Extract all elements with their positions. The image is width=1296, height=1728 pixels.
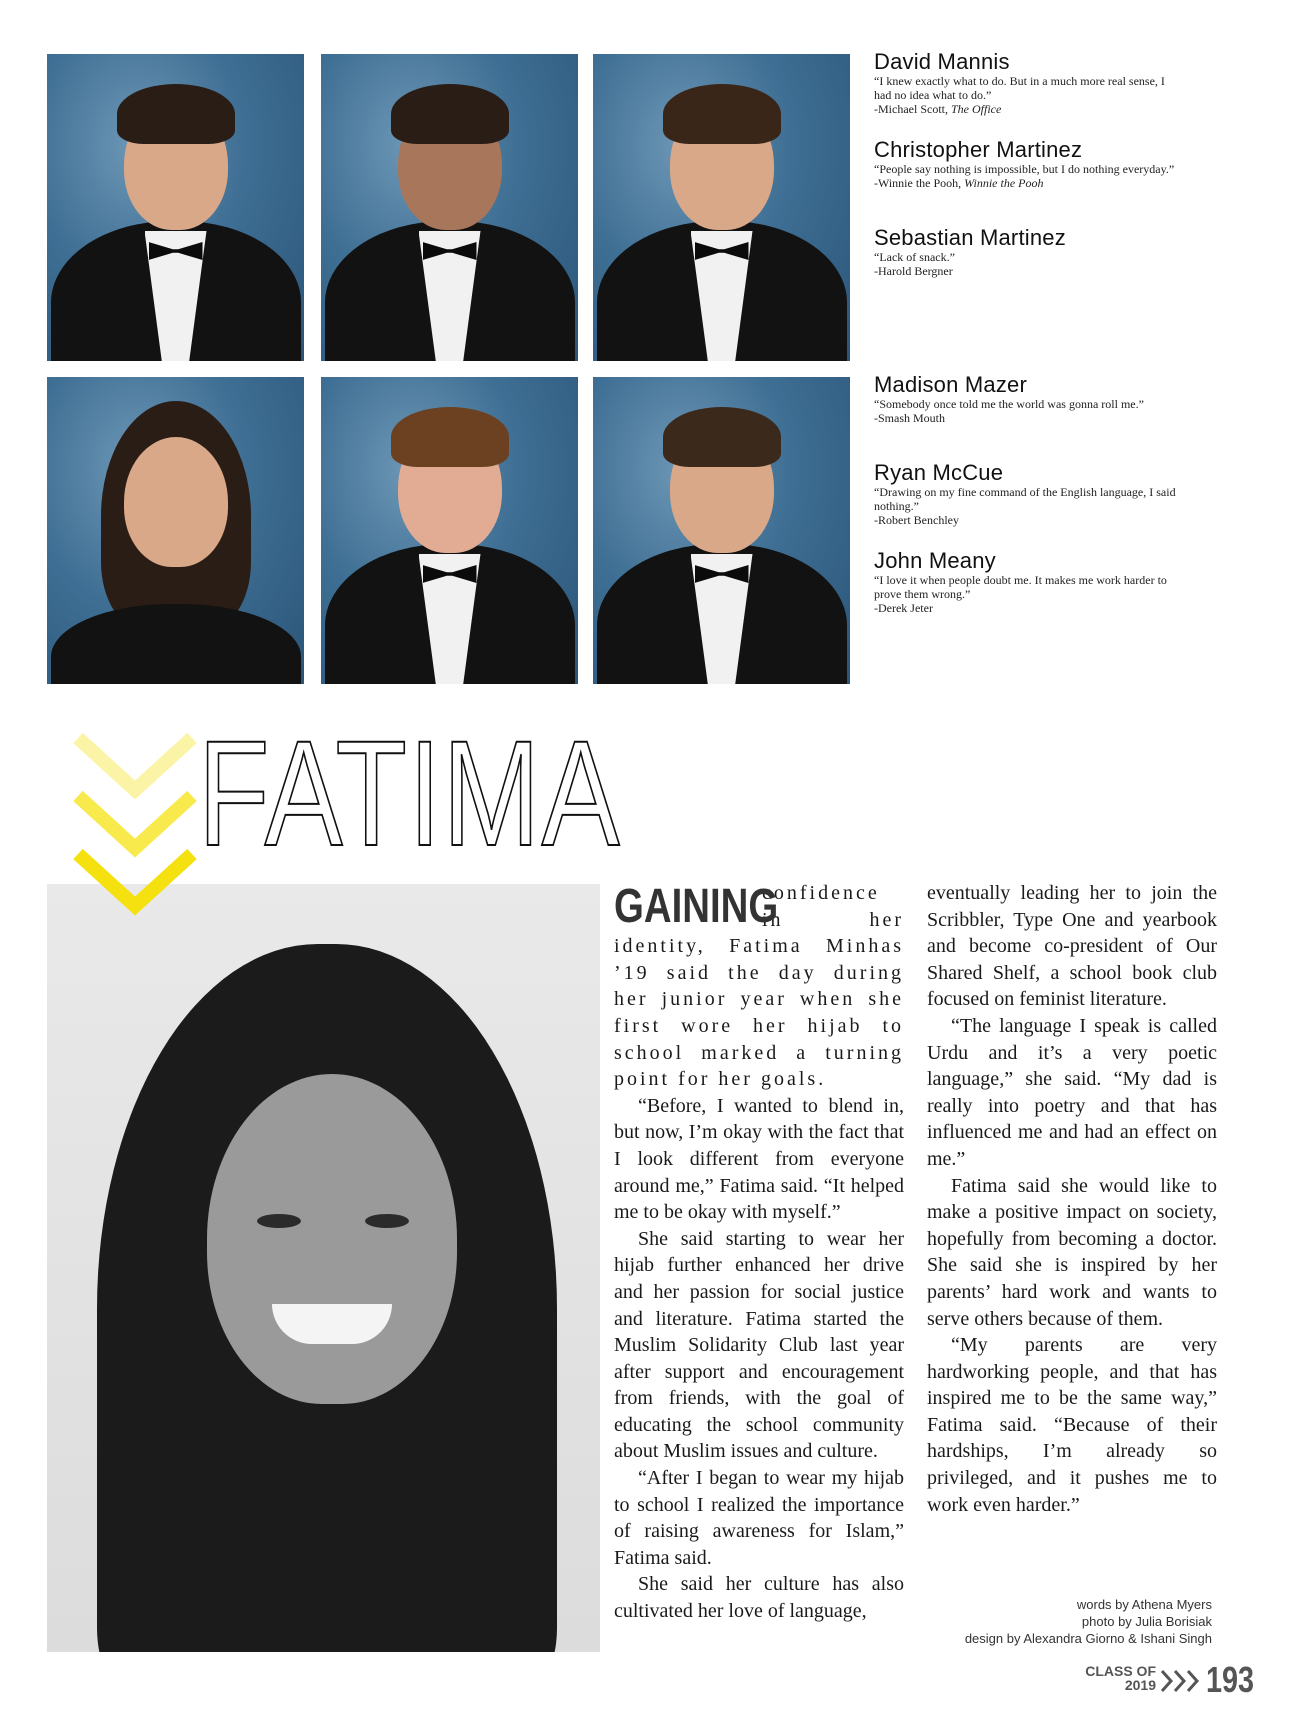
senior-quote-source: -Derek Jeter: [874, 601, 933, 615]
feature-portrait-photo: [47, 884, 600, 1652]
senior-quote: “Drawing on my fine command of the English language, I said nothing.”: [874, 485, 1176, 513]
class-year: 2019: [1124, 1677, 1156, 1693]
chevron-down-icon: [70, 728, 200, 948]
page-number: 193: [1205, 1659, 1254, 1700]
class-label: CLASS OF: [1085, 1663, 1156, 1679]
portrait-john-meany: [593, 377, 850, 684]
article-lead-word: GAINING: [614, 880, 779, 933]
chevron-bright: [78, 854, 192, 906]
senior-quote-source: -Smash Mouth: [874, 411, 946, 425]
senior-name: David Mannis: [874, 49, 1010, 74]
senior-name: Christopher Martinez: [874, 137, 1083, 162]
credit-photo: photo by Julia Borisiak: [1081, 1614, 1212, 1629]
bio-christopher-martinez: [874, 138, 1184, 190]
article-paragraph: “Before, I wanted to blend in, but now, I’m okay with the fact that I look different from everyone around me,” Fatima said. “It helped me to be okay with myself.”: [614, 1094, 904, 1224]
chevron-right-icon: [1160, 1668, 1202, 1694]
portrait-christopher-martinez: [321, 54, 578, 361]
chevron-light: [78, 738, 192, 790]
article-column-2: [927, 880, 1217, 1518]
senior-quote-source: -Winnie the Pooh, Winnie the Pooh: [874, 176, 1044, 190]
article-column-1: [614, 880, 904, 1625]
chevron-medium: [78, 796, 192, 848]
portrait-david-mannis: [47, 54, 304, 361]
feature-title: FATIMA: [198, 709, 622, 877]
credit-design: design by Alexandra Giorno & Ishani Singh: [964, 1631, 1212, 1646]
article-paragraph: She said starting to wear her hijab further enhanced her drive and her passion for social justice and literature. Fatima started the Muslim Solidarity Club last year after support and encouragement from friends, with the goal of educating the school community about Muslim issues and culture.: [614, 1227, 904, 1463]
portrait-ryan-mccue: [321, 377, 578, 684]
senior-quote-source: -Harold Bergner: [874, 264, 953, 278]
article-paragraph: “After I began to wear my hijab to school I realized the importance of raising awareness for Islam,” Fatima said.: [614, 1467, 904, 1569]
article-paragraph: “My parents are very hardworking people, and that has inspired me to be the same way,” Fatima said. “Because of their hardships, I’m already so privileged, and it pushes me to work even harder.”: [927, 1334, 1217, 1516]
senior-name: John Meany: [874, 548, 996, 573]
senior-quote: “Lack of snack.”: [874, 250, 955, 264]
article-paragraph: Fatima said she would like to make a positive impact on society, hopefully from becoming a doctor. She said she is inspired by her parents’ hard work and wants to serve others because of them.: [927, 1174, 1217, 1330]
senior-quote: “People say nothing is impossible, but I do nothing everyday.”: [874, 162, 1175, 176]
article-paragraph: GAINING confidence in her identity, Fatima Minhas ’19 said the day during her junior year when she first wore her hijab to school marked a turning point for her goals.: [614, 880, 904, 1091]
senior-quote: “I love it when people doubt me. It makes me work harder to prove them wrong.”: [874, 573, 1167, 601]
bio-madison-mazer: [874, 373, 1184, 425]
bio-david-mannis: [874, 50, 1184, 116]
senior-quote: “Somebody once told me the world was gonna roll me.”: [874, 397, 1144, 411]
article-paragraph: eventually leading her to join the Scribbler, Type One and yearbook and become co-president of Our Shared Shelf, a school book club focused on feminist literature.: [927, 882, 1217, 1011]
article-paragraph: She said her culture has also cultivated her love of language,: [614, 1573, 904, 1623]
article-credits: [965, 1596, 1212, 1647]
senior-quote-source: -Robert Benchley: [874, 513, 959, 527]
bio-john-meany: [874, 549, 1184, 615]
portrait-madison-mazer: [47, 377, 304, 684]
credit-words: words by Athena Myers: [1076, 1597, 1212, 1612]
page-folio: [1074, 1659, 1254, 1708]
article-paragraph: “The language I speak is called Urdu and it’s a very poetic language,” she said. “My dad is really into poetry and that has influenced me and had an effect on me.”: [927, 1014, 1217, 1170]
senior-quote-source: -Michael Scott, The Office: [874, 102, 1002, 116]
senior-name: Madison Mazer: [874, 372, 1027, 397]
senior-quote: “I knew exactly what to do. But in a much more real sense, I had no idea what to do.”: [874, 74, 1165, 102]
senior-name: Sebastian Martinez: [874, 225, 1066, 250]
portrait-sebastian-martinez: [593, 54, 850, 361]
bio-sebastian-martinez: [874, 226, 1184, 278]
bio-ryan-mccue: [874, 461, 1184, 527]
senior-name: Ryan McCue: [874, 460, 1004, 485]
